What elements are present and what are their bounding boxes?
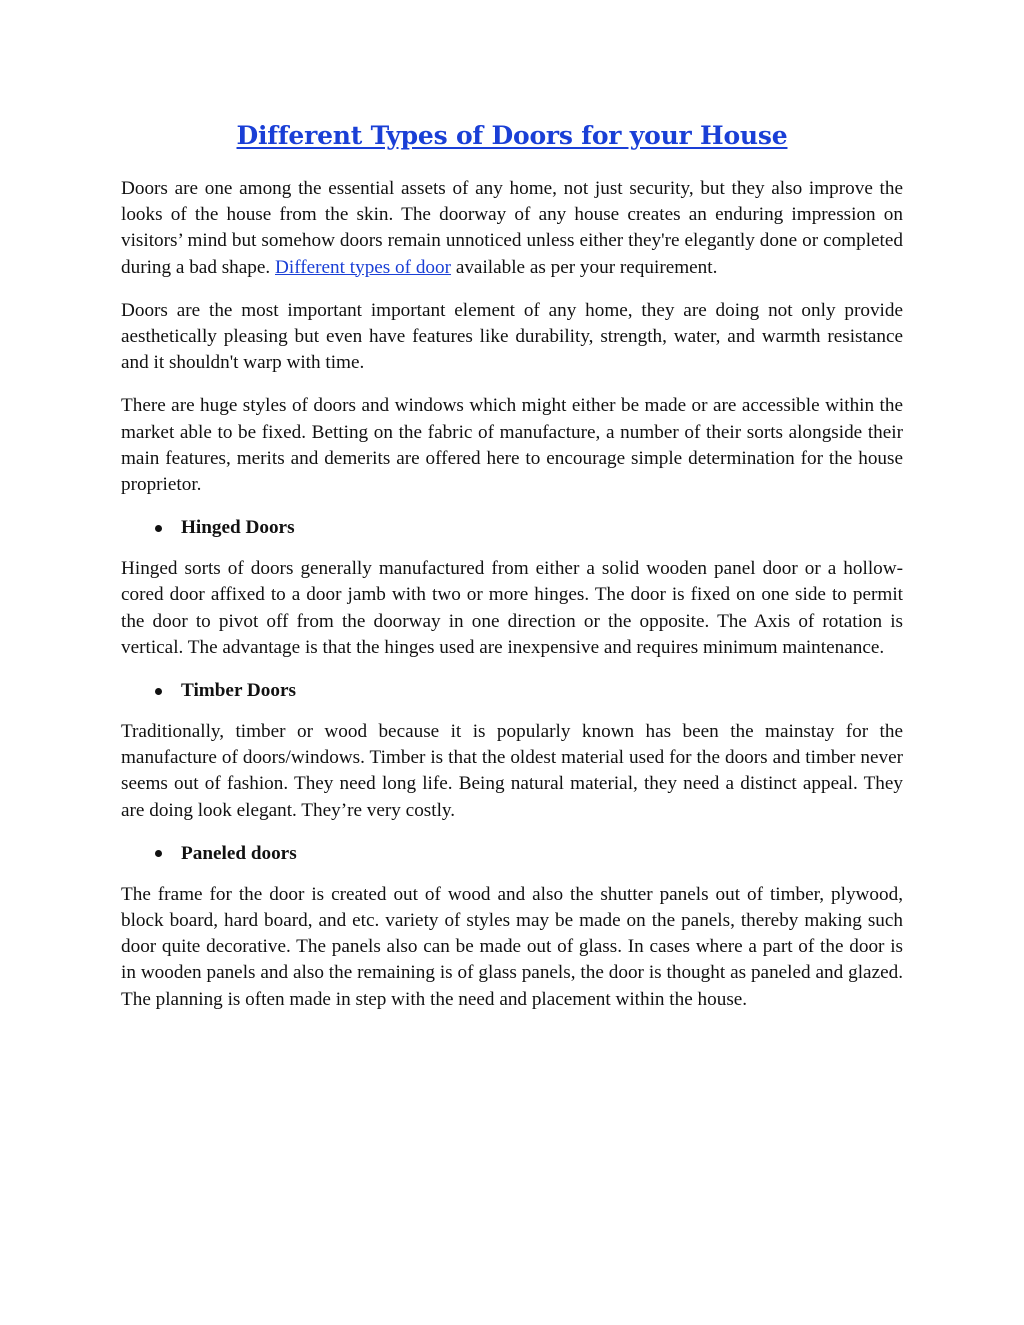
importance-paragraph: Doors are the most important important element of any home, they are doing not only provide aesthetically pleasing but even have features like durability, strength, water, and warmth resistance and it shouldn't warp with time. [121, 299, 903, 374]
section-heading-hinged-doors [121, 515, 903, 541]
timber-doors-paragraph: Traditionally, timber or wood because it is popularly known has been the mainstay for the manufacture of doors/windows. Timber is that the oldest material used for the doors and timber never seems out of fashion. They need long life. Being natural material, they need a distinct appeal. They are doing look elegant. They’re very costly. [121, 721, 903, 821]
intro-text-before-link: Doors are one among the essential assets of any home, not just security, but they also improve the looks of the house from the skin. The doorway of any house creates an enduring impression on visitors’ mind but somehow doors remain unnoticed unless either they're elegantly done or completed during a bad shape. [121, 178, 903, 278]
hinged-doors-paragraph: Hinged sorts of doors generally manufactured from either a solid wooden panel door or a hollow-cored door affixed to a door jamb with two or more hinges. The door is fixed on one side to permit the door to pivot off from the doorway in one direction or the opposite. The Axis of rotation is vertical. The advantage is that the hinges used are inexpensive and requires minimum maintenance. [121, 558, 903, 658]
section-heading-label: Timber Doors [181, 680, 296, 702]
section-heading-timber-doors [121, 678, 903, 704]
document-page [121, 118, 903, 1030]
intro-text-after-link: available as per your requirement. [451, 256, 718, 278]
section-heading-paneled-doors [121, 841, 903, 867]
bullet-icon [155, 525, 162, 532]
paneled-doors-paragraph: The frame for the door is created out of wood and also the shutter panels out of timber, plywood, block board, hard board, and etc. variety of styles may be made on the panels, thereby making such door quite decorative. The panels also can be made out of glass. In cases where a part of the door is in wooden panels and also the remaining is of glass panels, the door is thought as paneled and glazed. The planning is often made in step with the need and placement within the house. [121, 883, 903, 1010]
bullet-icon [155, 688, 162, 695]
door-types-link[interactable]: Different types of door [275, 256, 452, 278]
section-heading-label: Paneled doors [181, 842, 297, 864]
intro-paragraph [121, 176, 903, 281]
styles-paragraph: There are huge styles of doors and windows which might either be made or are accessible within the market able to be fixed. Betting on the fabric of manufacture, a number of their sorts alongside their main features, merits and demerits are offered here to encourage simple determination for the house proprietor. [121, 395, 903, 496]
bullet-icon [155, 850, 162, 857]
section-heading-label: Hinged Doors [181, 517, 295, 539]
document-title: Different Types of Doors for your House [236, 121, 788, 150]
